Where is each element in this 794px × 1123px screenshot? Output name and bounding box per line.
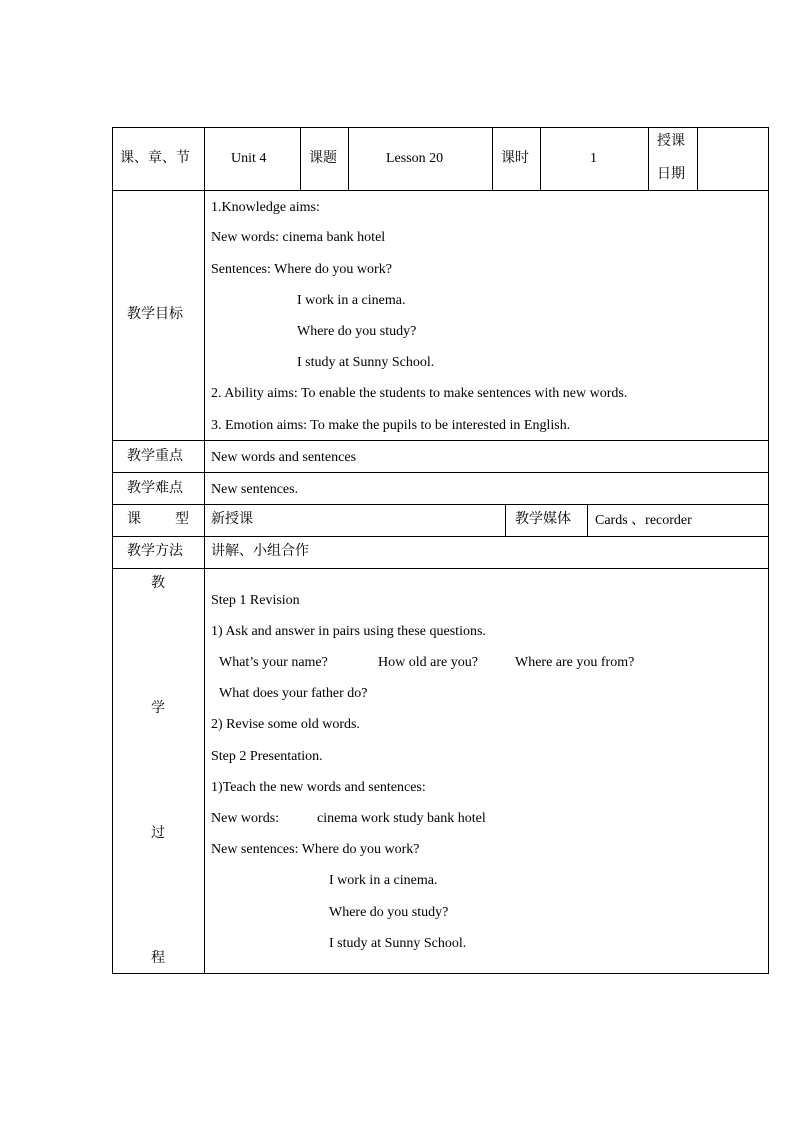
lesson-type-label: 课 (127, 512, 141, 527)
media-value: Cards 、recorder (595, 513, 692, 528)
process-line: What does your father do? (219, 686, 368, 701)
process-line: Where do you study? (329, 905, 449, 920)
table-divider (204, 127, 205, 974)
methods-value: 讲解、小组合作 (211, 544, 309, 559)
table-divider (112, 536, 769, 537)
lesson-type-label: 型 (175, 512, 189, 527)
process-label-char: 程 (151, 951, 165, 966)
objective-line: 1.Knowledge aims: (211, 200, 320, 215)
table-divider (300, 127, 301, 190)
objective-line: 2. Ability aims: To enable the students to make sentences with new words. (211, 386, 628, 401)
process-line: 2) Revise some old words. (211, 717, 360, 732)
table-divider (348, 127, 349, 190)
process-line: I work in a cinema. (329, 873, 438, 888)
table-border-top (112, 127, 769, 128)
table-divider (112, 568, 769, 569)
objectives-label: 教学目标 (127, 307, 183, 322)
table-border-left (112, 127, 113, 974)
difficulties-value: New sentences. (211, 482, 299, 497)
difficulties-label: 教学难点 (127, 481, 183, 496)
process-line: Step 2 Presentation. (211, 749, 323, 764)
table-divider (112, 440, 769, 441)
table-divider (112, 472, 769, 473)
process-label-char: 过 (151, 826, 165, 841)
objective-line: New words: cinema bank hotel (211, 230, 386, 245)
objective-line: Where do you study? (297, 324, 417, 339)
process-line: Where are you from? (515, 655, 635, 670)
process-line: New words: (211, 811, 280, 826)
period-value: 1 (590, 151, 597, 166)
process-line: 1) Ask and answer in pairs using these questions. (211, 624, 486, 639)
table-divider (505, 504, 506, 536)
process-line: New sentences: Where do you work? (211, 842, 420, 857)
unit-value: Unit 4 (231, 151, 267, 166)
key-points-value: New words and sentences (211, 450, 357, 465)
media-label: 教学媒体 (515, 512, 571, 527)
process-line: How old are you? (378, 655, 478, 670)
lesson-type-value: 新授课 (211, 512, 253, 527)
process-line: Step 1 Revision (211, 593, 300, 608)
topic-label: 课题 (309, 151, 337, 166)
table-divider (587, 504, 588, 536)
process-line: What’s your name? (219, 655, 328, 670)
process-line: 1)Teach the new words and sentences: (211, 780, 426, 795)
date-label: 授课 (657, 134, 685, 149)
objective-line: 3. Emotion aims: To make the pupils to be interested in English. (211, 418, 571, 433)
objective-line: I study at Sunny School. (297, 355, 435, 370)
key-points-label: 教学重点 (127, 449, 183, 464)
process-line: cinema work study bank hotel (317, 811, 486, 826)
methods-label: 教学方法 (127, 544, 183, 559)
process-line: I study at Sunny School. (329, 936, 467, 951)
process-label-char: 学 (151, 701, 165, 716)
process-label-char: 教 (151, 576, 165, 591)
period-label: 课时 (501, 151, 529, 166)
objective-line: Sentences: Where do you work? (211, 262, 392, 277)
lesson-value: Lesson 20 (386, 151, 444, 166)
table-divider (697, 127, 698, 190)
date-label: 日期 (657, 167, 685, 182)
table-divider (492, 127, 493, 190)
section-label: 课、章、节 (120, 151, 190, 166)
table-divider (112, 504, 769, 505)
table-divider (540, 127, 541, 190)
table-border-bottom (112, 973, 769, 974)
table-divider (112, 190, 769, 191)
table-divider (648, 127, 649, 190)
table-border-right (768, 127, 769, 974)
objective-line: I work in a cinema. (297, 293, 406, 308)
